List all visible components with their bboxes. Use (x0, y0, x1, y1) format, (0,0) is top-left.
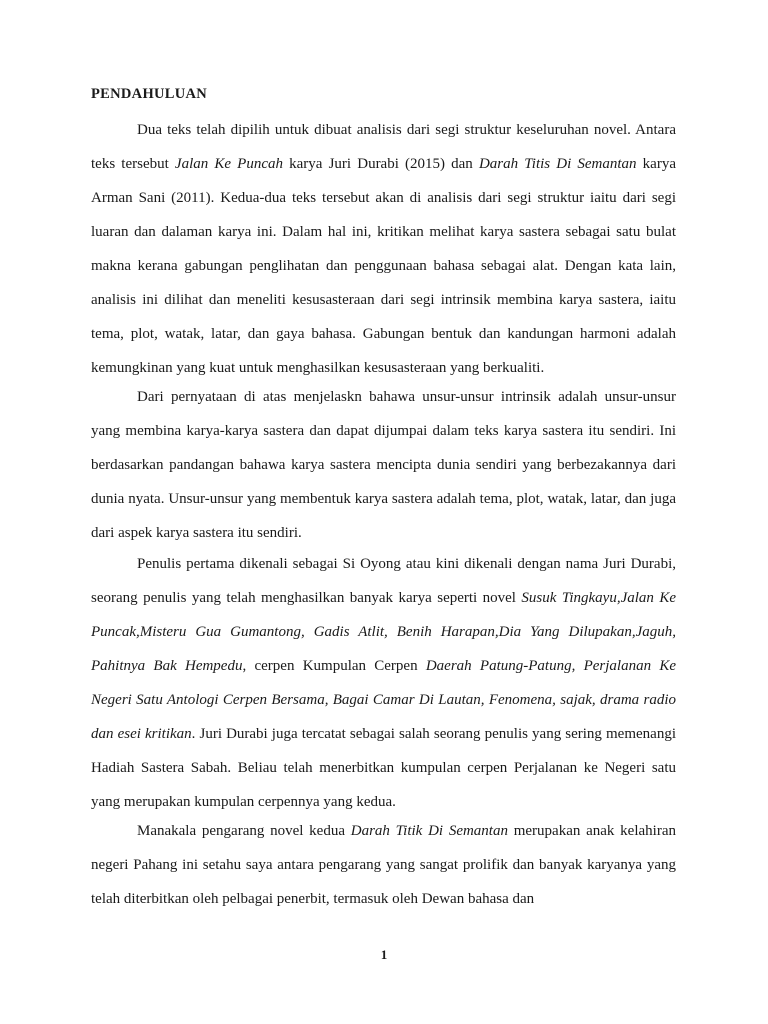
body-text-run: Dari pernyataan di atas menjelaskn bahawa unsur-unsur intrinsik adalah unsur-unsur yang membina karya-karya sastera dan dapat dijumpai dalam teks karya sastera itu sendiri. Ini berdasarkan pandangan bahawa karya sastera mencipta dunia sendiri yang berbezakannya dari dunia nyata. Unsur-unsur yang membentuk karya sastera adalah tema, plot, watak, latar, dan juga dari aspek karya sastera itu sendiri. (91, 389, 676, 541)
italic-title-text: Darah Titik Di Semantan (350, 823, 508, 839)
body-text-run: . Juri Durabi juga tercatat sebagai salah seorang penulis yang sering memenangi Hadiah Sastera Sabah. Beliau telah menerbitkan kumpulan cerpen Perjalanan ke Negeri satu yang merupakan kumpulan cerpennya yang kedua. (91, 726, 676, 810)
paragraph-1 (91, 113, 676, 385)
paragraph-1-text (91, 113, 676, 385)
body-text-run: merupakan anak kelahiran negeri Pahang ini setahu saya antara pengarang yang sangat prolifik dan banyak karyanya yang telah diterbitkan oleh pelbagai penerbit, termasuk oleh Dewan bahasa dan (91, 823, 676, 907)
body-text-run: Manakala pengarang novel kedua (137, 823, 351, 839)
page-number: 1 (380, 947, 388, 962)
body-text-run: Dua teks telah dipilih untuk dibuat analisis dari segi struktur keseluruhan novel. Antara teks tersebut (91, 122, 676, 172)
body-text-run: karya Arman Sani (2011). Kedua-dua teks tersebut akan di analisis dari segi struktur iaitu dari segi luaran dan dalaman karya ini. Dalam hal ini, kritikan melihat karya sastera sebagai satu bulat makna kerana gabungan penglihatan dan penggunaan bahasa sebagai alat. Dengan kata lain, analisis ini dilihat dan meneliti kesusasteraan dari segi intrinsik membina karya sastera, iaitu tema, plot, watak, latar, dan gaya bahasa. Gabungan bentuk dan kandungan harmoni adalah kemungkinan yang kuat untuk menghasilkan kesusasteraan yang berkualiti. (91, 156, 676, 376)
paragraph-3-text (91, 547, 676, 819)
body-text-run: , cerpen Kumpulan Cerpen (242, 658, 426, 674)
paragraph-3 (91, 547, 676, 819)
italic-title-text: Darah Titis Di Semantan (478, 156, 637, 172)
section-heading: PENDAHULUAN (91, 86, 208, 102)
italic-title-text: Susuk Tingkayu,Jalan Ke Puncak,Misteru Gua Gumantong, Gadis Atlit, Benih Harapan,Dia Yang Dilupakan,Jaguh, Pahitnya Bak Hempedu (91, 590, 676, 674)
italic-title-text: Daerah Patung-Patung, Perjalanan Ke Negeri Satu Antologi Cerpen Bersama, Bagai Camar Di Lautan, Fenomena, sajak, drama radio dan esei kritikan (91, 658, 676, 742)
paragraph-4 (91, 814, 676, 916)
body-text-run: Penulis pertama dikenali sebagai Si Oyong atau kini dikenali dengan nama Juri Durabi, seorang penulis yang telah menghasilkan banyak karya seperti novel (91, 556, 676, 606)
paragraph-2-text (91, 380, 676, 550)
paragraph-4-text (91, 814, 676, 916)
paragraph-2 (91, 380, 676, 550)
italic-title-text: Jalan Ke Puncah (174, 156, 284, 172)
body-text-run: karya Juri Durabi (2015) dan (283, 156, 479, 172)
